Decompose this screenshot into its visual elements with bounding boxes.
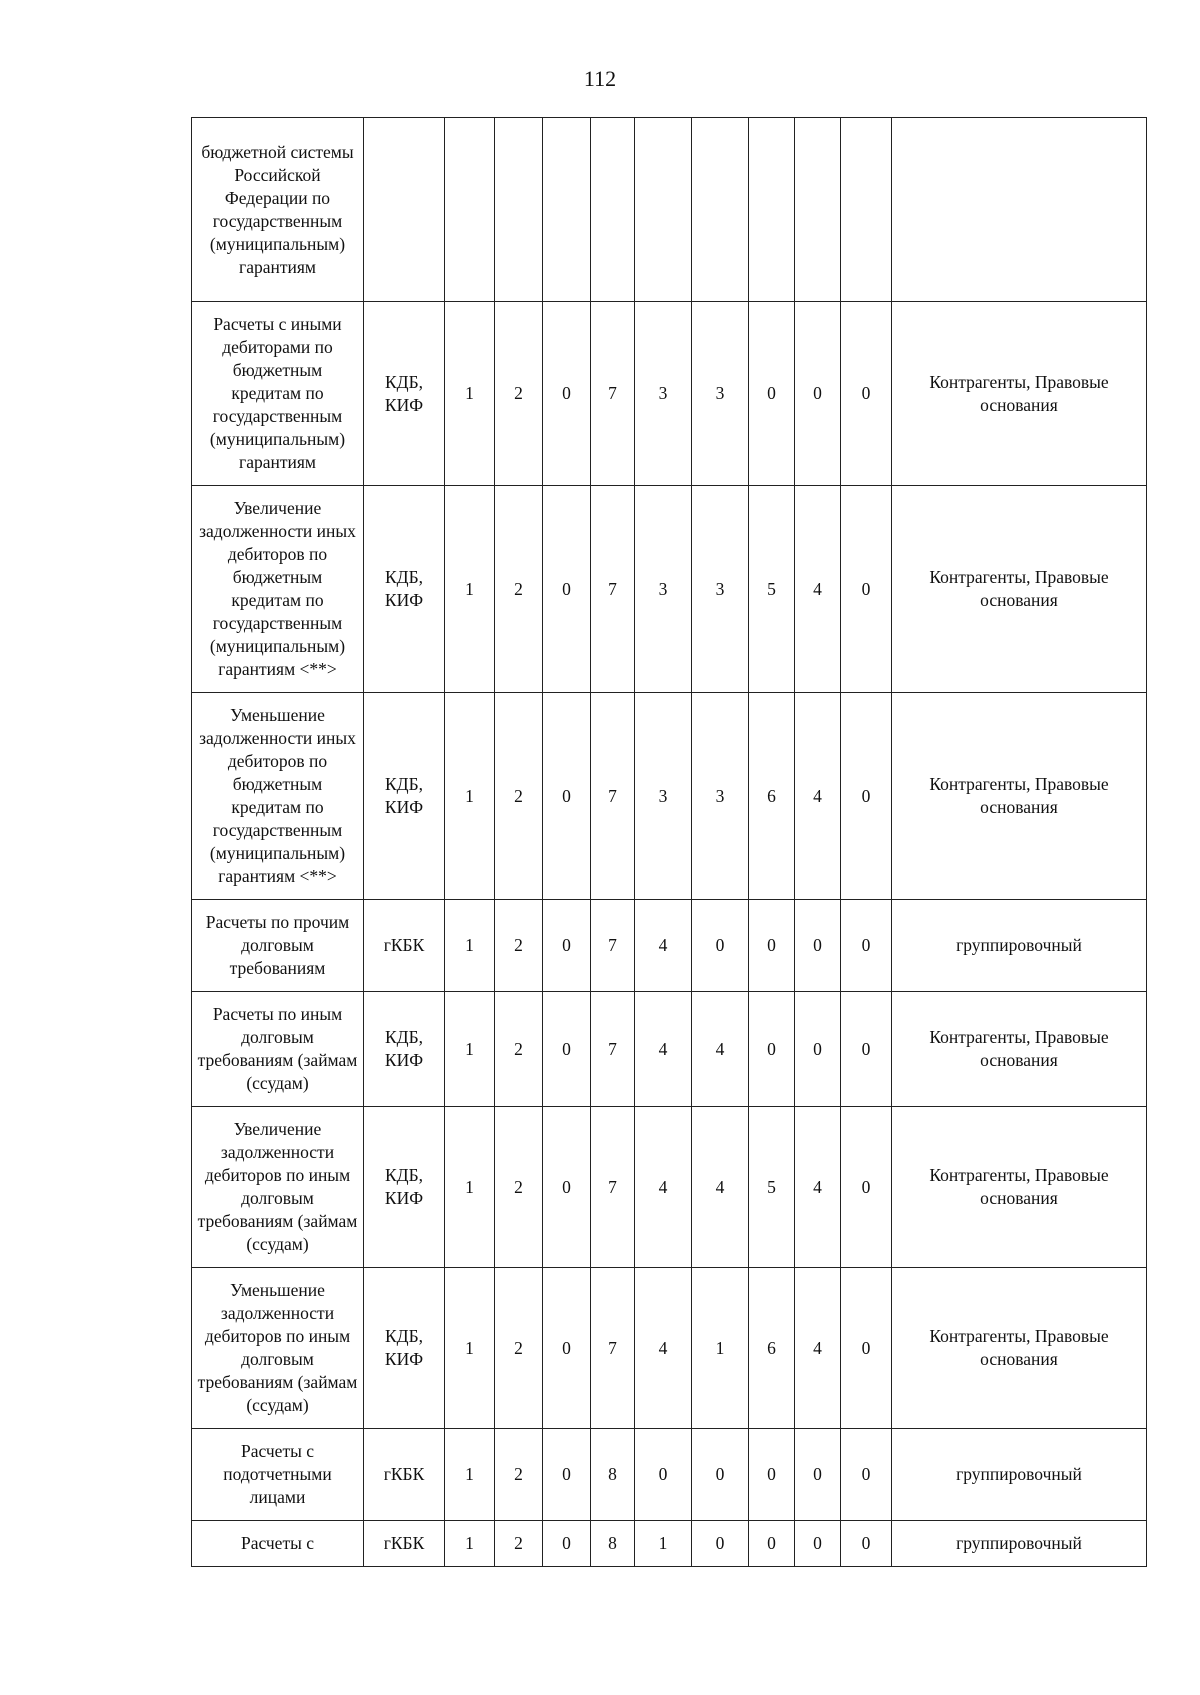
table-row: [192, 118, 1147, 302]
code-digit-cell: 0: [543, 693, 591, 900]
code-digit-cell: 0: [635, 1429, 692, 1521]
code-digit-cell: 5: [749, 486, 795, 693]
code-digit-cell: 0: [692, 1521, 749, 1567]
code-digit-cell: 0: [841, 1107, 892, 1268]
code-digit-cell: 4: [635, 992, 692, 1107]
code-digit-cell: 0: [692, 1429, 749, 1521]
code-digit-cell: 7: [591, 486, 635, 693]
code-digit-cell: 2: [495, 1107, 543, 1268]
account-name-cell: Увеличение задолженности дебиторов по иным долговым требованиям (займам (ссудам): [192, 1107, 364, 1268]
code-digit-cell: 0: [841, 693, 892, 900]
analytics-note-cell: Контрагенты, Правовые основания: [892, 302, 1147, 486]
table-row: [192, 1107, 1147, 1268]
code-digit-cell: 6: [749, 693, 795, 900]
code-type-cell: [364, 118, 445, 302]
code-digit-cell: 0: [841, 1268, 892, 1429]
code-digit-cell: 0: [543, 1268, 591, 1429]
code-digit-cell: 0: [543, 900, 591, 992]
code-digit-cell: 0: [749, 900, 795, 992]
code-digit-cell: 4: [635, 1268, 692, 1429]
account-name-cell: Расчеты по прочим долговым требованиям: [192, 900, 364, 992]
account-name-cell: Расчеты с: [192, 1521, 364, 1567]
code-digit-cell: 4: [692, 992, 749, 1107]
account-name-cell: бюджетной системы Российской Федерации по государственным (муниципальным) гарантиям: [192, 118, 364, 302]
code-digit-cell: 0: [841, 900, 892, 992]
code-digit-cell: 1: [445, 693, 495, 900]
account-name-cell: Расчеты по иным долговым требованиям (займам (ссудам): [192, 992, 364, 1107]
code-digit-cell: 3: [692, 302, 749, 486]
code-digit-cell: 0: [841, 486, 892, 693]
code-type-cell: КДБ, КИФ: [364, 302, 445, 486]
code-digit-cell: 0: [841, 992, 892, 1107]
code-digit-cell: 2: [495, 1429, 543, 1521]
analytics-note-cell: группировочный: [892, 1429, 1147, 1521]
code-digit-cell: 0: [795, 302, 841, 486]
code-digit-cell: 3: [635, 693, 692, 900]
code-digit-cell: 7: [591, 302, 635, 486]
code-digit-cell: 0: [543, 1107, 591, 1268]
account-name-cell: Уменьшение задолженности иных дебиторов по бюджетным кредитам по государственным (муниципальным) гарантиям <**>: [192, 693, 364, 900]
code-digit-cell: 2: [495, 900, 543, 992]
analytics-note-cell: Контрагенты, Правовые основания: [892, 992, 1147, 1107]
table-row: [192, 900, 1147, 992]
code-type-cell: гКБК: [364, 900, 445, 992]
code-digit-cell: 0: [749, 1521, 795, 1567]
analytics-note-cell: Контрагенты, Правовые основания: [892, 486, 1147, 693]
code-digit-cell: 2: [495, 1521, 543, 1567]
code-digit-cell: 4: [795, 693, 841, 900]
code-digit-cell: 2: [495, 302, 543, 486]
code-digit-cell: 0: [749, 302, 795, 486]
code-digit-cell: 0: [841, 1521, 892, 1567]
code-digit-cell: 3: [635, 302, 692, 486]
code-digit-cell: 2: [495, 693, 543, 900]
code-digit-cell: 1: [445, 992, 495, 1107]
analytics-note-cell: Контрагенты, Правовые основания: [892, 693, 1147, 900]
code-digit-cell: 7: [591, 693, 635, 900]
code-digit-cell: [795, 118, 841, 302]
code-digit-cell: 8: [591, 1429, 635, 1521]
code-type-cell: КДБ, КИФ: [364, 693, 445, 900]
code-digit-cell: 7: [591, 992, 635, 1107]
code-type-cell: КДБ, КИФ: [364, 486, 445, 693]
table-row: [192, 1429, 1147, 1521]
code-digit-cell: 1: [445, 1429, 495, 1521]
code-digit-cell: 1: [692, 1268, 749, 1429]
code-digit-cell: [635, 118, 692, 302]
code-digit-cell: 0: [543, 486, 591, 693]
table-row: [192, 693, 1147, 900]
code-digit-cell: 1: [445, 1268, 495, 1429]
code-digit-cell: 1: [445, 302, 495, 486]
code-digit-cell: 4: [795, 1268, 841, 1429]
code-digit-cell: 6: [749, 1268, 795, 1429]
code-digit-cell: [841, 118, 892, 302]
account-name-cell: Уменьшение задолженности дебиторов по иным долговым требованиям (займам (ссудам): [192, 1268, 364, 1429]
code-digit-cell: 0: [543, 1521, 591, 1567]
code-digit-cell: 3: [635, 486, 692, 693]
code-digit-cell: 2: [495, 486, 543, 693]
analytics-note-cell: Контрагенты, Правовые основания: [892, 1107, 1147, 1268]
code-digit-cell: 0: [841, 302, 892, 486]
accounts-table: [191, 117, 1147, 1567]
code-digit-cell: 7: [591, 900, 635, 992]
code-type-cell: КДБ, КИФ: [364, 992, 445, 1107]
code-digit-cell: 4: [795, 486, 841, 693]
code-type-cell: гКБК: [364, 1429, 445, 1521]
table-row: [192, 992, 1147, 1107]
code-digit-cell: 0: [543, 302, 591, 486]
account-name-cell: Увеличение задолженности иных дебиторов по бюджетным кредитам по государственным (муниципальным) гарантиям <**>: [192, 486, 364, 693]
code-digit-cell: 8: [591, 1521, 635, 1567]
code-digit-cell: [495, 118, 543, 302]
code-digit-cell: 0: [795, 1521, 841, 1567]
account-name-cell: Расчеты с подотчетными лицами: [192, 1429, 364, 1521]
code-type-cell: гКБК: [364, 1521, 445, 1567]
code-type-cell: КДБ, КИФ: [364, 1268, 445, 1429]
code-digit-cell: 0: [749, 992, 795, 1107]
code-digit-cell: 3: [692, 486, 749, 693]
code-digit-cell: 4: [795, 1107, 841, 1268]
code-digit-cell: [543, 118, 591, 302]
code-type-cell: КДБ, КИФ: [364, 1107, 445, 1268]
code-digit-cell: 1: [445, 1107, 495, 1268]
account-name-cell: Расчеты с иными дебиторами по бюджетным кредитам по государственным (муниципальным) гарантиям: [192, 302, 364, 486]
code-digit-cell: 1: [635, 1521, 692, 1567]
code-digit-cell: 5: [749, 1107, 795, 1268]
table-row: [192, 486, 1147, 693]
code-digit-cell: 0: [692, 900, 749, 992]
analytics-note-cell: Контрагенты, Правовые основания: [892, 1268, 1147, 1429]
page-number: 112: [583, 66, 617, 91]
code-digit-cell: 4: [692, 1107, 749, 1268]
analytics-note-cell: [892, 118, 1147, 302]
code-digit-cell: [591, 118, 635, 302]
code-digit-cell: 4: [635, 1107, 692, 1268]
code-digit-cell: 0: [749, 1429, 795, 1521]
code-digit-cell: 0: [543, 992, 591, 1107]
table-row: [192, 302, 1147, 486]
code-digit-cell: [749, 118, 795, 302]
code-digit-cell: 1: [445, 1521, 495, 1567]
code-digit-cell: [445, 118, 495, 302]
analytics-note-cell: группировочный: [892, 900, 1147, 992]
code-digit-cell: 0: [841, 1429, 892, 1521]
table-row: [192, 1268, 1147, 1429]
table-row: [192, 1521, 1147, 1567]
code-digit-cell: 4: [635, 900, 692, 992]
code-digit-cell: [692, 118, 749, 302]
code-digit-cell: 1: [445, 486, 495, 693]
code-digit-cell: 0: [795, 1429, 841, 1521]
code-digit-cell: 2: [495, 1268, 543, 1429]
code-digit-cell: 1: [445, 900, 495, 992]
code-digit-cell: 0: [543, 1429, 591, 1521]
code-digit-cell: 2: [495, 992, 543, 1107]
code-digit-cell: 0: [795, 900, 841, 992]
code-digit-cell: 7: [591, 1107, 635, 1268]
code-digit-cell: 3: [692, 693, 749, 900]
code-digit-cell: 0: [795, 992, 841, 1107]
code-digit-cell: 7: [591, 1268, 635, 1429]
analytics-note-cell: группировочный: [892, 1521, 1147, 1567]
